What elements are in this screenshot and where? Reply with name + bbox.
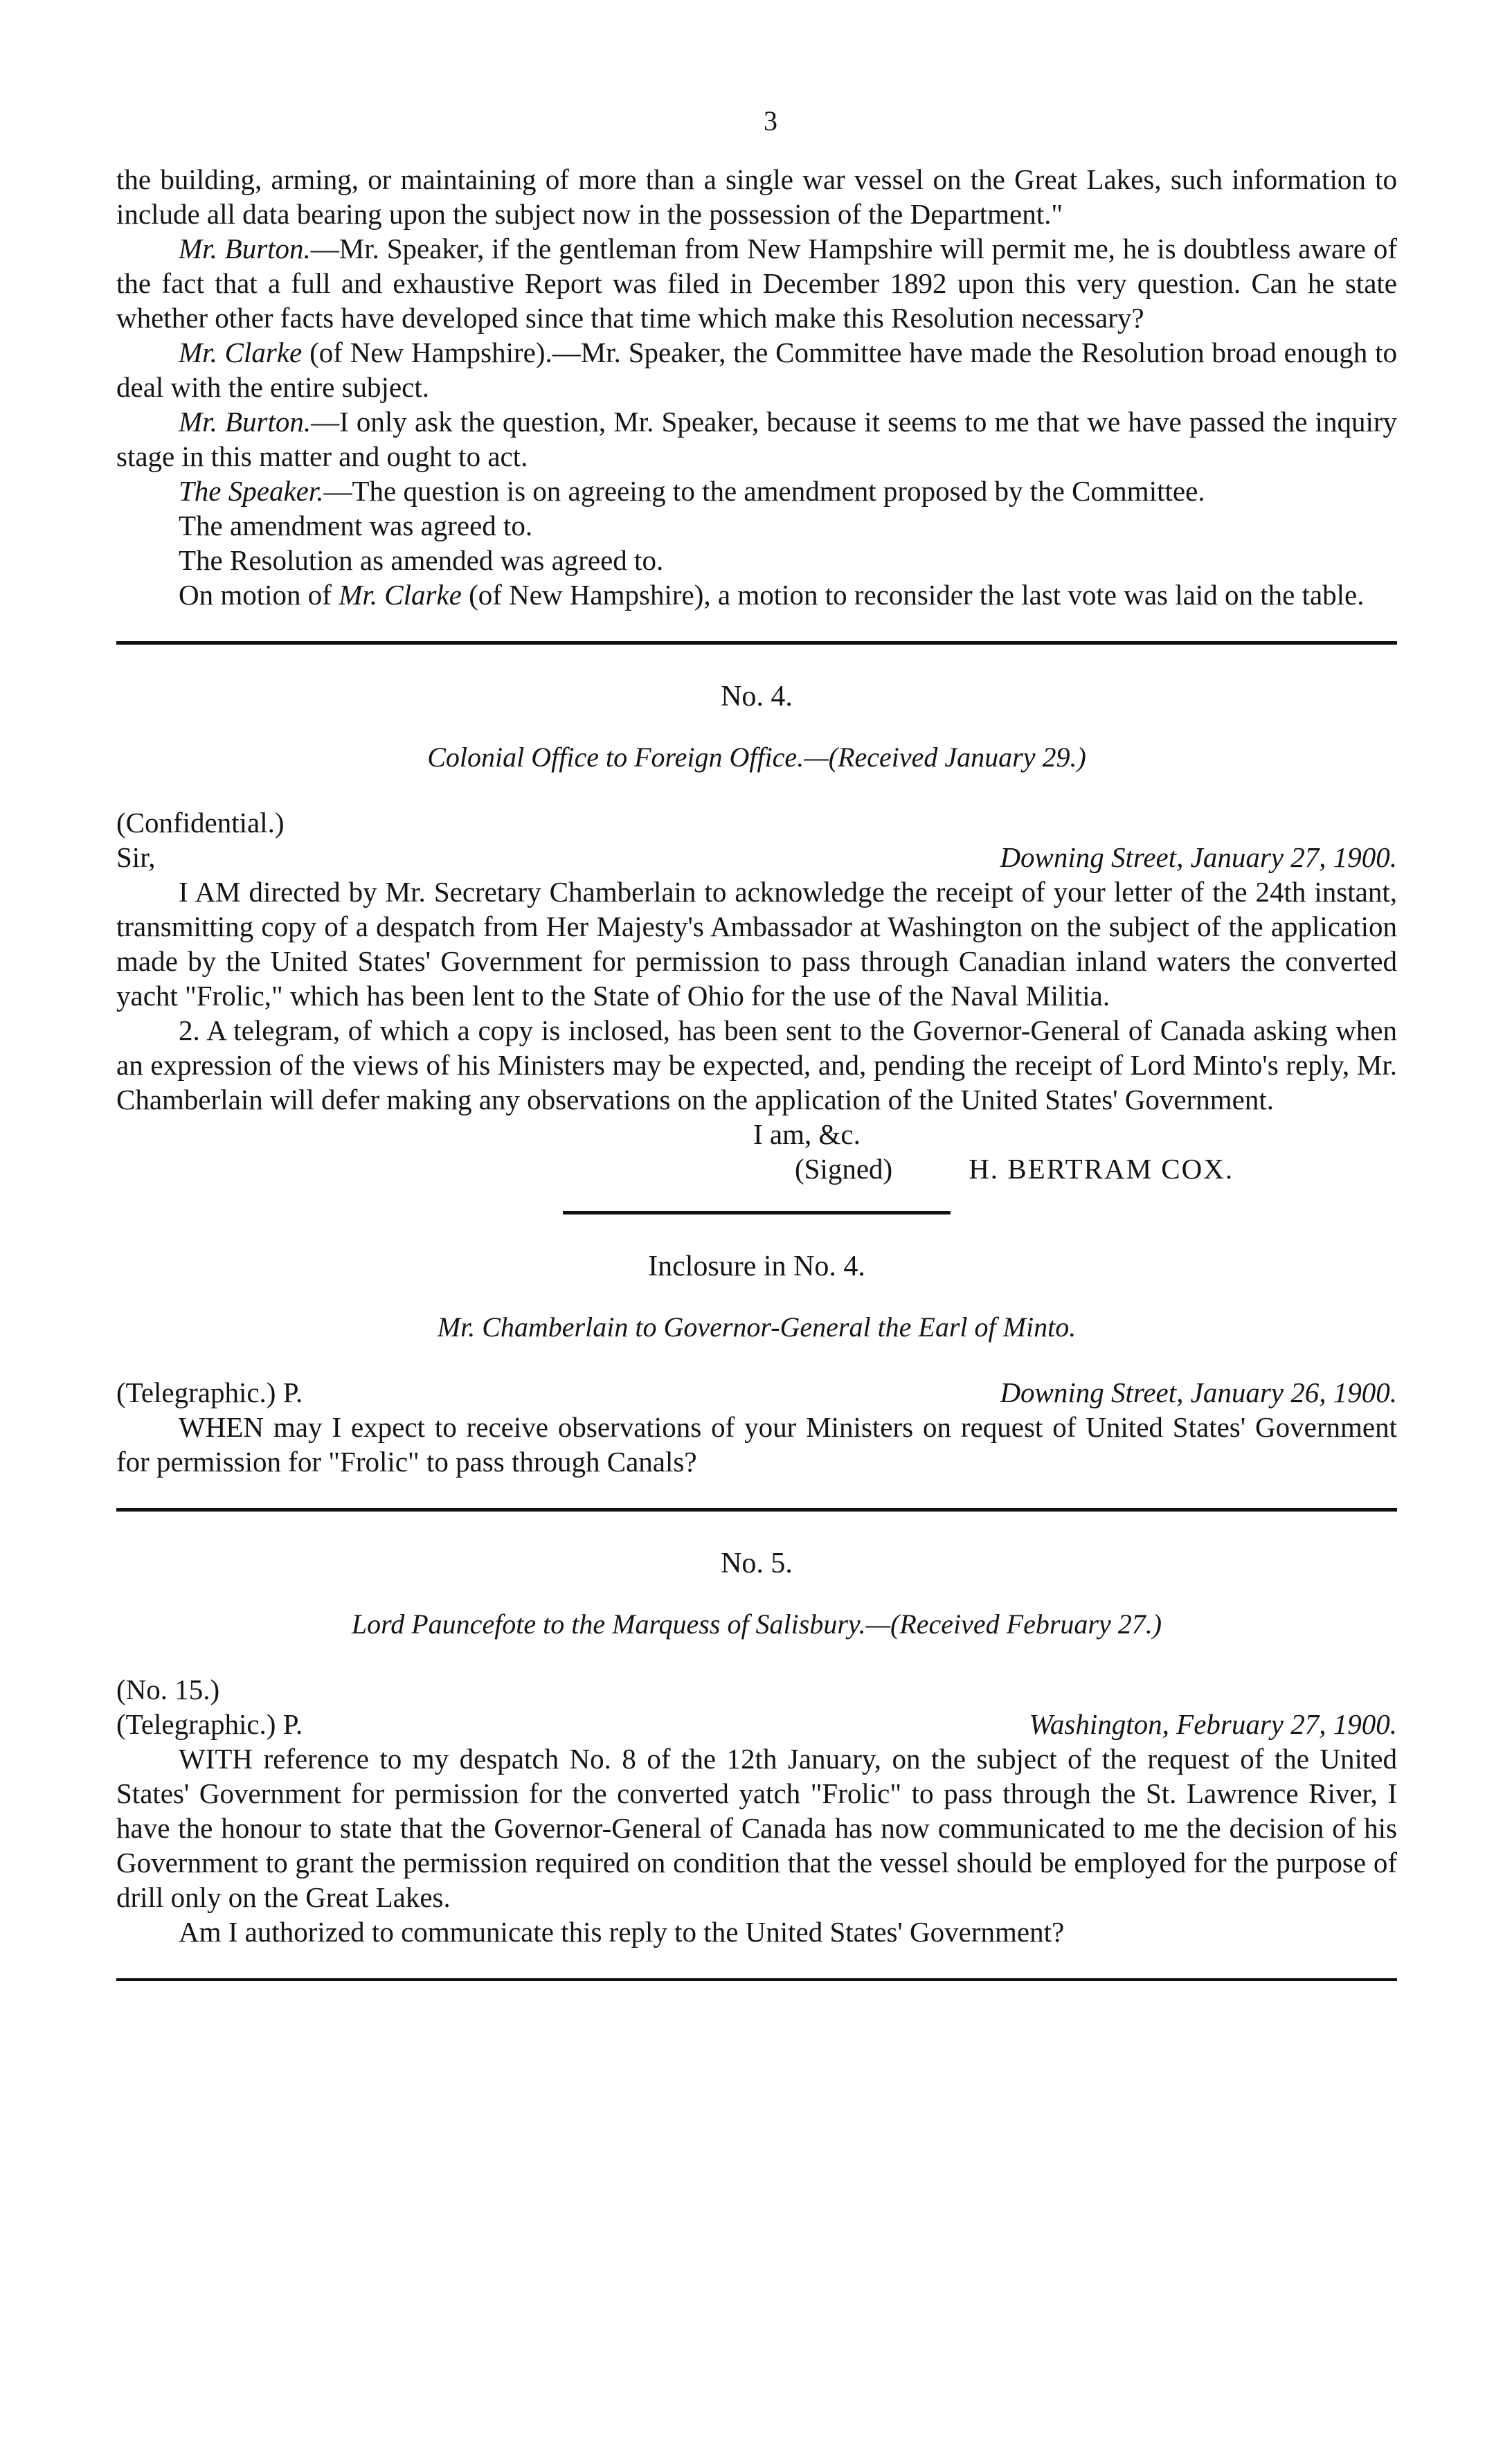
paragraph: the building, arming, or maintaining of more than a single war vessel on the Great Lakes, such information to include all data bearing upon the subject now in the possession of the Department." — [116, 163, 1397, 230]
speech-text: —Mr. Speaker, if the gentleman from New Hampshire will permit me, he is doubtless aware of the fact that a full and exhaustive Report was filed in December 1892 upon this very question. Can he state whether other facts have developed since that time which make this Resolution necessary? — [116, 233, 1397, 334]
document-heading — [116, 740, 1397, 775]
document-no-4 — [116, 679, 1397, 1186]
inclosure-no-4 — [116, 1249, 1397, 1479]
paragraph — [116, 231, 1397, 335]
signature-line — [116, 1151, 1397, 1186]
classification: (Confidential.) — [116, 807, 285, 839]
speaker-name: Mr. Burton. — [179, 406, 312, 438]
paragraph — [116, 474, 1397, 508]
document-page — [116, 104, 1397, 2016]
short-divider — [563, 1211, 951, 1214]
speaker-name: The Speaker. — [179, 475, 324, 507]
paragraph: 2. A telegram, of which a copy is inclosed, has been sent to the Governor-General of Canada asking when an expression of the views of his Ministers may be expected, and, pending the receipt of Lord Minto's reply, Mr. Chamberlain will defer making any observations on the application of the United States' Government. — [116, 1014, 1397, 1115]
inclosure-title: Inclosure in No. 4. — [648, 1251, 865, 1282]
document-number: No. 4. — [721, 681, 793, 712]
speech-text: (of New Hampshire).—Mr. Speaker, the Committee have made the Resolution broad enough to deal with the entire subject. — [116, 337, 1398, 403]
inclosure-heading: Mr. Chamberlain to Governor-General the Earl of Minto. — [437, 1311, 1077, 1343]
speech-text: —I only ask the question, Mr. Speaker, because it seems to me that we have passed the inquiry stage in this matter and ought to act. — [116, 406, 1397, 472]
telegram-type: (Telegraphic.) P. — [116, 1708, 303, 1740]
salutation-line — [116, 840, 1397, 875]
section-divider — [116, 1978, 1397, 1981]
salutation: Sir, — [116, 841, 156, 873]
heading-from-to: Colonial Office to Foreign Office. — [427, 742, 804, 773]
text-run: On motion of — [179, 579, 339, 611]
document-heading — [116, 1607, 1397, 1642]
closing: I am, &c. — [753, 1118, 861, 1150]
heading-from-to: Lord Pauncefote to the Marquess of Salisbury. — [351, 1608, 866, 1640]
paragraph: WHEN may I expect to receive observations of your Ministers on request of United States' Government for permission for "Frolic" to pass through Canals? — [116, 1411, 1397, 1478]
speaker-name: Mr. Burton. — [179, 233, 311, 265]
place-date: Washington, February 27, 1900. — [1029, 1708, 1397, 1740]
section-divider — [116, 641, 1397, 645]
speaker-name: Mr. Clarke — [179, 337, 303, 368]
telegram-type: (Telegraphic.) P. — [116, 1377, 303, 1408]
document-no-5 — [116, 1546, 1397, 1949]
paragraph — [116, 404, 1397, 474]
reference-number: (No. 15.) — [116, 1674, 220, 1705]
place-date: Downing Street, January 27, 1900. — [1000, 841, 1397, 873]
signer-name: H. BERTRAM COX. — [969, 1153, 1234, 1185]
text-run: (of New Hampshire), a motion to reconsider the last vote was laid on the table. — [461, 579, 1365, 611]
speaker-name: Mr. Clarke — [339, 579, 462, 611]
paragraph: Am I authorized to communicate this reply to the United States' Government? — [179, 1916, 1065, 1948]
paragraph: WITH reference to my despatch No. 8 of the 12th January, on the subject of the request of the United States' Government for permission for the converted yatch "Frolic" to pass through the St. Lawrence River, I have the honour to state that the Governor-General of Canada has now communicated to me the decision of his Government to grant the permission required on condition that the vessel should be employed for the purpose of drill only on the Great Lakes. — [116, 1743, 1397, 1913]
paragraph: I AM directed by Mr. Secretary Chamberlain to acknowledge the receipt of your letter of the 24th instant, transmitting copy of a despatch from Her Majesty's Ambassador at Washington on the subject of the application made by the United States' Government for permission to pass through Canadian inland waters the converted yacht "Frolic," which has been lent to the State of Ohio for the use of the Naval Militia. — [116, 876, 1397, 1012]
document-number: No. 5. — [721, 1548, 793, 1579]
heading-received: —(Received February 27.) — [865, 1608, 1162, 1640]
paragraph — [116, 335, 1397, 404]
congressional-record-section — [116, 162, 1397, 612]
telegram-line — [116, 1707, 1397, 1741]
place-date: Downing Street, January 26, 1900. — [1000, 1377, 1397, 1408]
section-divider — [116, 1508, 1397, 1512]
page-number: 3 — [764, 105, 777, 136]
speech-text: —The question is on agreeing to the amendment proposed by the Committee. — [323, 475, 1205, 507]
heading-received: —(Received January 29.) — [804, 742, 1086, 773]
paragraph — [116, 577, 1397, 612]
paragraph: The amendment was agreed to. — [179, 510, 533, 541]
telegram-line — [116, 1375, 1397, 1410]
paragraph: The Resolution as amended was agreed to. — [179, 544, 664, 576]
signed-label: (Signed) — [795, 1153, 893, 1185]
